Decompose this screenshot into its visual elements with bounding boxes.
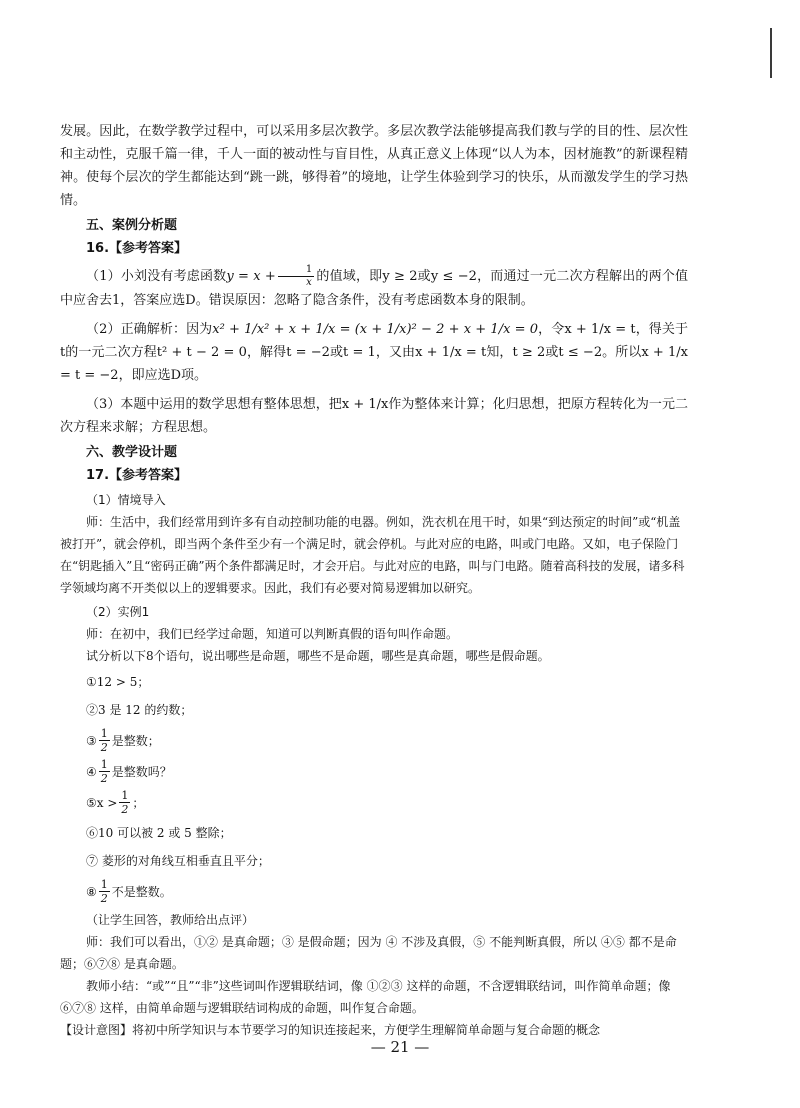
page-number: — 21 — [370,1038,430,1056]
statement-5-mark: ⑤x > [86,795,118,810]
page-body [60,120,688,1041]
statement-5 [86,789,688,816]
teacher-analysis: 师：我们可以看出，①② 是真命题；③ 是假命题；因为 ④ 不涉及真假，⑤ 不能判断真假，所以 ④⑤ 都不是命题；⑥⑦⑧ 是真命题。 [60,935,677,971]
a1-equation: y = x + [226,269,276,284]
statement-7: ⑦ 菱形的对角线互相垂直且平分； [86,854,270,868]
statement-4-text: 是整数吗？ [111,765,172,779]
section-heading-5: 五、案例分析题 [86,218,178,233]
a2-text: ，令x + 1/x = t，得关于t的一元二次方程t² + t − 2 = 0，解得t = −2或t = 1，又由x + 1/x = t知，t ≥ 2或t ≤ −2。所以x + 1/x = t = −2，即应选D项。 [60,322,688,383]
a1-fraction [278,264,314,289]
question-16-label: 16.【参考答案】 [86,241,188,256]
statement-3-text: 是整数； [111,734,160,748]
answer-16-part-1 [60,264,688,312]
step-2-text-1: 师：在初中，我们已经学过命题，知道可以判断真假的语句叫作命题。 [86,627,459,641]
teacher-note: （让学生回答，教师给出点评） [86,913,255,927]
statement-3-mark: ③ [86,733,97,748]
statement-4-mark: ④ [86,764,97,779]
statement-4-fraction [99,758,110,785]
statement-8-mark: ⑧ [86,884,97,899]
statement-3 [86,727,688,754]
step-2-title: （2）实例1 [86,605,150,619]
statement-6: ⑥10 可以被 2 或 5 整除； [86,826,232,840]
statement-8-den: 2 [100,892,108,905]
intro-paragraph: 发展。因此，在数学教学过程中，可以采用多层次教学。多层次教学法能够提高我们教与学的目的性、层次性和主动性，克服千篇一律，千人一面的被动性与盲目性，从真正意义上体现“以人为本，因材施教”的新课程精神。使每个层次的学生都能达到“跳一跳，够得着”的境地，让学生体验到学习的快乐，从而激发学生的学习热情。 [60,124,688,208]
a1-fraction-num: 1 [278,264,314,277]
statement-5-fraction [119,789,130,816]
step-1-text: 师：生活中，我们经常用到许多有自动控制功能的电器。例如，洗衣机在甩干时，如果“到达预定的时间”或“机盖被打开”，就会停机，即当两个条件至少有一个满足时，就会停机。与此对应的电路，叫或门电路。又如，电子保险门在“钥匙插入”且“密码正确”两个条件都满足时，才会开启。与此对应的电路，叫与门电路。随着高科技的发展，诸多科学领域均离不开类似以上的逻辑要求。因此，我们有必要对简易逻辑加以研究。 [60,515,685,595]
statement-4-num: 1 [100,758,108,771]
statement-8-fraction [99,878,110,905]
a1-suffix: 的值域，即y ≥ 2或y ≤ −2，而通过一元二次方程解出的两个值中应舍去1，答案应选D。错误原因：忽略了隐含条件，没有考虑函数本身的限制。 [60,269,688,308]
statement-1: ①12 > 5； [86,675,150,689]
statement-3-fraction [99,727,110,754]
step-1-title: （1）情境导入 [86,493,166,507]
statement-5-num: 1 [121,789,129,802]
statement-8-num: 1 [100,878,108,891]
section-heading-6: 六、教学设计题 [86,445,178,460]
statement-5-den: 2 [121,803,129,816]
answer-16-part-2 [60,318,688,387]
a2-prefix: （2）正确解析：因为 [86,322,213,337]
teacher-summary: 教师小结：“或”“且”“非”这些词叫作逻辑联结词，像 ①②③ 这样的命题，不含逻辑联结词，叫作简单命题；像 ⑥⑦⑧ 这样，由简单命题与逻辑联结词构成的命题，叫作复合命题。 [60,979,671,1015]
statement-2: ②3 是 12 的约数； [86,703,193,717]
statement-3-num: 1 [100,727,108,740]
a2-equation: x² + 1/x² + x + 1/x = (x + 1/x)² − 2 + x + 1/x = 0 [212,322,539,337]
a1-fraction-den: x [306,277,312,288]
margin-rule [770,28,772,78]
a1-prefix: （1）小刘没有考虑函数 [86,269,227,284]
statement-3-den: 2 [100,741,108,754]
step-2-text-2: 试分析以下8个语句，说出哪些是命题，哪些不是命题，哪些是真命题，哪些是假命题。 [86,649,550,663]
question-17-label: 17.【参考答案】 [86,468,188,483]
statement-4 [86,758,688,785]
design-intent: 【设计意图】将初中所学知识与本节要学习的知识连接起来，方便学生理解简单命题与复合命题的概念 [60,1023,601,1037]
statement-5-text: ； [132,796,145,810]
answer-16-part-3: （3）本题中运用的数学思想有整体思想，把x + 1/x作为整体来计算；化归思想，把原方程转化为一元二次方程来求解；方程思想。 [60,397,688,435]
statement-4-den: 2 [100,772,108,785]
statement-8 [86,878,688,905]
statement-8-text: 不是整数。 [111,885,172,899]
